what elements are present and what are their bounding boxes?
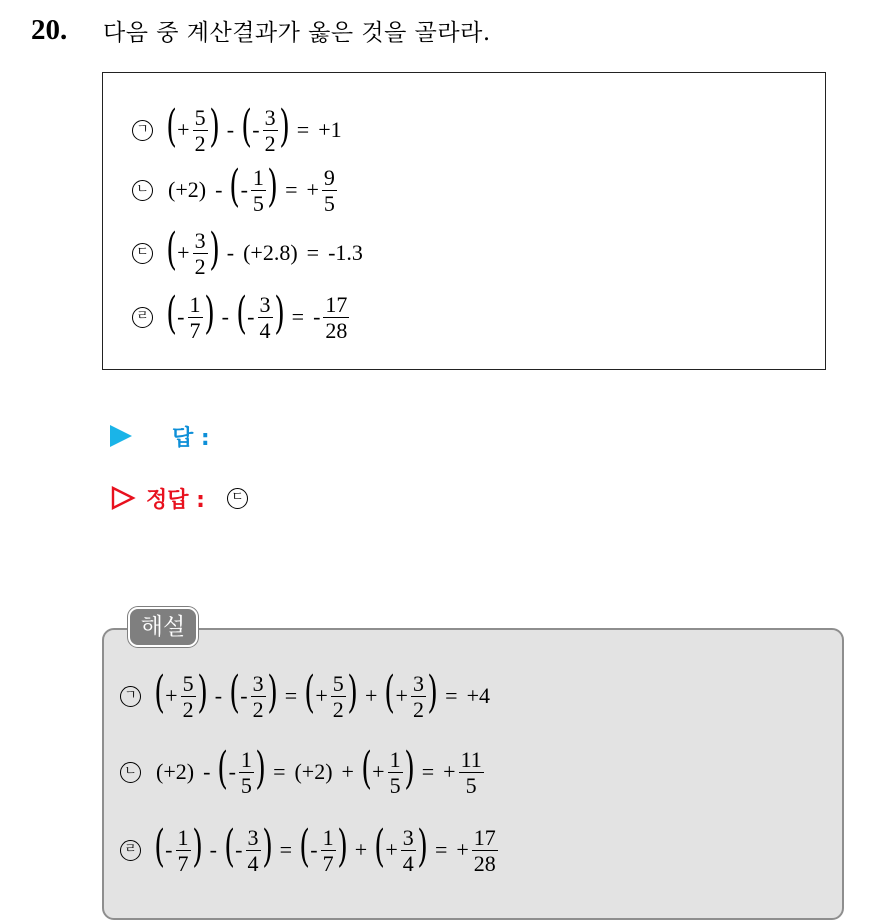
solution-marker: ㄹ	[120, 840, 141, 861]
choice-marker: ㄴ	[132, 180, 153, 201]
choice-marker: ㄱ	[132, 120, 153, 141]
solution-line-2: ㄴ (+2) - ( - $\frac{1}{5}$ ) = (+2) + ( + $\frac{1}{5}$ ) = + $\frac{11}{5}$	[120, 742, 486, 802]
fraction: $\frac{5}{2}$	[194, 104, 206, 156]
fraction: $\frac{3}{4}$	[259, 291, 271, 343]
solution-line-1: ㄱ ( + $\frac{5}{2}$ ) - ( - $\frac{3}{2}$ ) = ( + $\frac{5}{2}$ ) + ( + $\frac{3}{2}$ ) = +4	[120, 666, 491, 726]
fraction: $\frac{1}{5}$	[240, 746, 252, 798]
choice-4: ㄹ ( - $\frac{1}{7}$ ) - ( - $\frac{3}{4}$ ) = - $\frac{17}{28}$	[132, 287, 351, 347]
fraction: $\frac{17}{28}$	[325, 291, 348, 343]
fraction: $\frac{11}{5}$	[460, 746, 482, 798]
solution-marker: ㄴ	[120, 762, 141, 783]
fraction: $\frac{3}{2}$	[412, 670, 424, 722]
answer-input-row[interactable]	[110, 422, 210, 450]
solution-line-3: ㄹ ( - $\frac{1}{7}$ ) - ( - $\frac{3}{4}$ ) = ( - $\frac{1}{7}$ ) + ( + $\frac{3}{4}$ ) = + $\frac{17}{28}$	[120, 820, 500, 880]
choice-marker: ㄹ	[132, 307, 153, 328]
choice-3: ㄷ ( + $\frac{3}{2}$ ) - (+2.8) = -1.3	[132, 223, 364, 283]
play-icon	[110, 425, 132, 447]
correct-answer-label: 정답 :	[146, 487, 205, 513]
choice-marker: ㄷ	[132, 243, 153, 264]
answer-label: 답 :	[172, 425, 210, 451]
fraction: $\frac{1}{7}$	[189, 291, 201, 343]
correct-answer-value: ㄷ	[227, 488, 248, 509]
fraction: $\frac{1}{5}$	[252, 164, 264, 216]
choice-2: ㄴ (+2) - ( - $\frac{1}{5}$ ) = + $\frac{9}{5}$	[132, 160, 339, 220]
fraction: $\frac{5}{2}$	[182, 670, 194, 722]
fraction: $\frac{3}{2}$	[264, 104, 276, 156]
choice-1: ㄱ ( + $\frac{5}{2}$ ) - ( - $\frac{3}{2}$ ) = +1	[132, 100, 343, 160]
fraction: $\frac{1}{5}$	[389, 746, 401, 798]
fraction: $\frac{3}{4}$	[402, 824, 414, 876]
triangle-outline-icon	[110, 486, 136, 510]
question-number: 20.	[31, 13, 68, 46]
solution-tab: 해설	[128, 607, 198, 647]
fraction: $\frac{3}{2}$	[194, 227, 206, 279]
fraction: $\frac{3}{2}$	[252, 670, 264, 722]
solution-marker: ㄱ	[120, 686, 141, 707]
fraction: $\frac{1}{7}$	[322, 824, 334, 876]
question-text: 다음 중 계산결과가 옳은 것을 골라라.	[103, 19, 491, 46]
correct-answer-row	[110, 483, 262, 513]
fraction: $\frac{5}{2}$	[332, 670, 344, 722]
fraction: $\frac{9}{5}$	[323, 164, 335, 216]
question-header	[31, 12, 491, 48]
fraction: $\frac{3}{4}$	[247, 824, 259, 876]
fraction: $\frac{1}{7}$	[177, 824, 189, 876]
fraction: $\frac{17}{28}$	[473, 824, 496, 876]
